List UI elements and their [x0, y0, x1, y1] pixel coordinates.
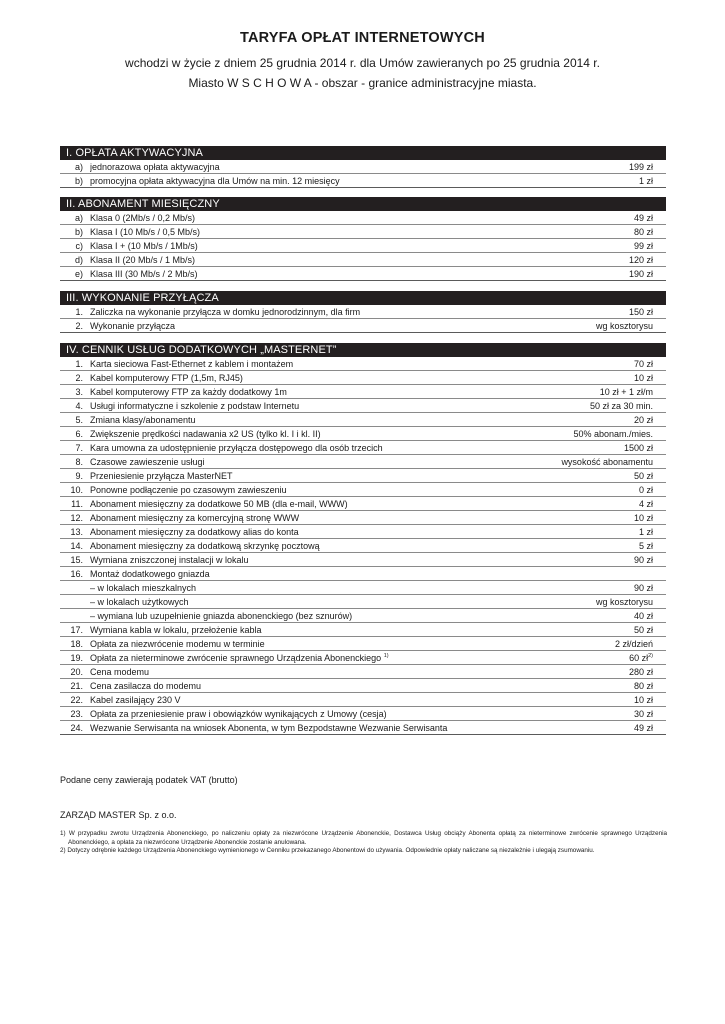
row-price-text: 190 zł [628, 268, 653, 279]
row-description-text: Abonament miesięczny za komercyjną stronę WWW [90, 512, 300, 523]
row-number: 4. [75, 400, 83, 411]
row-description [90, 267, 629, 281]
row-description [90, 567, 653, 581]
tariff-row [60, 267, 666, 281]
section-spacer [60, 281, 666, 291]
row-description [90, 174, 639, 188]
row-price [634, 581, 666, 595]
row-price [634, 413, 666, 427]
row-price-text: 1500 zł [623, 442, 653, 453]
tariff-row [60, 413, 666, 427]
row-description-text: Cena zasilacza do modemu [90, 680, 202, 691]
row-price [634, 679, 666, 693]
row-price-text: 49 zł [633, 212, 653, 223]
row-number: 22. [70, 694, 83, 705]
row-description [90, 525, 639, 539]
row-description [90, 469, 634, 483]
row-price [590, 399, 666, 413]
row-number: 23. [70, 708, 83, 719]
vat-note: Podane ceny zawierają podatek VAT (brutto) [60, 775, 238, 785]
row-description [90, 211, 634, 225]
row-description-text: Montaż dodatkowego gniazda [90, 568, 210, 579]
tariff-row [60, 511, 666, 525]
section-header: III. WYKONANIE PRZYŁĄCZA [60, 291, 666, 305]
row-number: 6. [75, 428, 83, 439]
row-description [90, 679, 634, 693]
row-description-text: Wezwanie Serwisanta na wniosek Abonenta, w tym Bezpodstawne Wezwanie Serwisanta [90, 722, 448, 733]
row-price-text: 2 zł/dzień [614, 638, 653, 649]
row-price-text: 80 zł [633, 226, 653, 237]
row-description [90, 239, 634, 253]
document-subtitle-area: Miasto W S C H O W A - obszar - granice administracyjne miasta. [188, 76, 537, 90]
row-price-text: 10 zł + 1 zł/m [599, 386, 653, 397]
tariff-row [60, 679, 666, 693]
company-signature: ZARZĄD MASTER Sp. z o.o. [60, 810, 177, 820]
row-number: b) [74, 175, 83, 186]
row-price [624, 441, 666, 455]
row-description [90, 385, 600, 399]
row-description [90, 427, 573, 441]
row-description-text: Klasa 0 (2Mb/s / 0,2 Mb/s) [90, 212, 196, 223]
row-description-text: Ponowne podłączenie po czasowym zawieszeniu [90, 484, 287, 495]
tariff-row [60, 651, 666, 665]
row-price-text: 50 zł za 30 min. [589, 400, 653, 411]
row-description-text: Abonament miesięczny za dodatkową skrzynkę pocztową [90, 540, 320, 551]
tariff-section [60, 291, 666, 333]
tariff-row [60, 539, 666, 553]
tariff-section [60, 146, 666, 188]
section-header: II. ABONAMENT MIESIĘCZNY [60, 197, 666, 211]
row-description [90, 511, 634, 525]
row-price [634, 225, 666, 239]
tariff-row [60, 319, 666, 333]
row-price-text: 90 zł [633, 554, 653, 565]
section-spacer [60, 188, 666, 197]
row-price-text: 50 zł [633, 470, 653, 481]
row-description [90, 371, 634, 385]
row-description-text: Kabel komputerowy FTP za każdy dodatkowy 1m [90, 386, 287, 397]
row-price [573, 427, 666, 441]
row-price-text: 150 zł [628, 306, 653, 317]
row-price [634, 357, 666, 371]
row-price [634, 239, 666, 253]
row-number: 1. [75, 306, 83, 317]
row-price [634, 693, 666, 707]
row-price [615, 637, 666, 651]
row-price [596, 595, 666, 609]
row-description [90, 693, 634, 707]
row-price-text: 60 zł [629, 652, 649, 663]
row-description [90, 160, 629, 174]
row-description [90, 721, 634, 735]
section-spacer [60, 333, 666, 343]
document-title: TARYFA OPŁAT INTERNETOWYCH [240, 30, 485, 46]
row-number: 10. [70, 484, 83, 495]
row-description-text: Abonament miesięczny za dodatkowe 50 MB (dla e-mail, WWW) [90, 498, 348, 509]
row-number: 17. [70, 624, 83, 635]
tariff-row [60, 623, 666, 637]
row-description-text: – w lokalach mieszkalnych [90, 582, 197, 593]
row-price-text: wg kosztorysu [595, 596, 653, 607]
footnote-ref: 2) [648, 652, 653, 659]
row-price-text: 280 zł [628, 666, 653, 677]
row-price [639, 525, 666, 539]
row-price-text: 10 zł [633, 372, 653, 383]
row-price [629, 305, 666, 319]
row-price [634, 553, 666, 567]
row-number: 7. [75, 442, 83, 453]
row-description-text: Klasa II (20 Mb/s / 1 Mb/s) [90, 254, 196, 265]
document-subtitle-effective-date: wchodzi w życie z dniem 25 grudnia 2014 r. dla Umów zawieranych po 25 grudnia 2014 r. [125, 56, 600, 70]
row-number: 8. [75, 456, 83, 467]
row-description [90, 707, 634, 721]
row-description [90, 497, 639, 511]
tariff-row [60, 525, 666, 539]
row-description-text: Opłata za niezwrócenie modemu w terminie [90, 638, 265, 649]
row-description [90, 539, 639, 553]
row-description-text: Wykonanie przyłącza [90, 320, 175, 331]
tariff-row [60, 721, 666, 735]
row-description [90, 357, 634, 371]
row-number: 2. [75, 320, 83, 331]
row-description [90, 651, 629, 665]
row-description [90, 665, 629, 679]
row-description-text: Zaliczka na wykonanie przyłącza w domku jednorodzinnym, dla firm [90, 306, 361, 317]
row-number: a) [74, 212, 83, 223]
row-description [90, 319, 596, 333]
row-description-text: Opłata za nieterminowe zwrócenie sprawnego Urządzenia Abonenckiego [90, 652, 382, 663]
row-price-text: 70 zł [633, 358, 653, 369]
row-description [90, 609, 634, 623]
tariff-row [60, 665, 666, 679]
footnote-2: 2) Dotyczy odrębnie każdego Urządzenia Abonenckiego wymienionego w Cenniku przekazanego Abonentowi do używania. Odpowiednie opłaty naliczane są niezależnie i ulegają zsumowaniu. [60, 847, 595, 854]
section-header: IV. CENNIK USŁUG DODATKOWYCH „MASTERNET” [60, 343, 666, 357]
row-price [634, 211, 666, 225]
row-price [561, 455, 666, 469]
row-description-text: – wymiana lub uzupełnienie gniazda abonenckiego (bez sznurów) [90, 610, 353, 621]
row-price-text: 50 zł [633, 624, 653, 635]
row-price-text: 199 zł [628, 161, 653, 172]
row-number: 20. [70, 666, 83, 677]
row-description-text: Klasa III (30 Mb/s / 2 Mb/s) [90, 268, 198, 279]
row-price-text: 99 zł [633, 240, 653, 251]
row-price-text: 1 zł [638, 526, 653, 537]
tariff-row [60, 371, 666, 385]
row-description-text: Zmiana klasy/abonamentu [90, 414, 196, 425]
tariff-row [60, 160, 666, 174]
row-price [634, 707, 666, 721]
row-description [90, 553, 634, 567]
tariff-section [60, 343, 666, 735]
row-description-text: Czasowe zawieszenie usługi [90, 456, 205, 467]
tariff-row [60, 385, 666, 399]
row-price-text: 120 zł [628, 254, 653, 265]
row-description-text: Opłata za przeniesienie praw i obowiązków wynikających z Umowy (cesja) [90, 708, 387, 719]
row-description-text: Wymiana zniszczonej instalacji w lokalu [90, 554, 249, 565]
row-number: 24. [70, 722, 83, 733]
row-price [629, 665, 666, 679]
row-number: 2. [75, 372, 83, 383]
row-description-text: Cena modemu [90, 666, 150, 677]
row-description-text: Klasa I + (10 Mb/s / 1Mb/s) [90, 240, 198, 251]
row-number: 12. [70, 512, 83, 523]
row-number: 18. [70, 638, 83, 649]
row-price [639, 539, 666, 553]
row-number: 3. [75, 386, 83, 397]
row-number: 11. [71, 498, 83, 509]
tariff-row [60, 225, 666, 239]
row-description-text: promocyjna opłata aktywacyjna dla Umów na min. 12 miesięcy [90, 175, 340, 186]
row-description-text: Wymiana kabla w lokalu, przełożenie kabla [90, 624, 262, 635]
tariff-section [60, 197, 666, 281]
row-number: 14. [70, 540, 83, 551]
row-number: e) [74, 268, 83, 279]
row-price [600, 385, 666, 399]
row-description [90, 441, 624, 455]
tariff-row [60, 239, 666, 253]
row-price [634, 721, 666, 735]
row-price [634, 371, 666, 385]
row-price-text: 1 zł [638, 175, 653, 186]
row-price [629, 651, 666, 665]
section-header: I. OPŁATA AKTYWACYJNA [60, 146, 666, 160]
tariff-row [60, 553, 666, 567]
row-price [639, 483, 666, 497]
row-price-text: wg kosztorysu [595, 320, 653, 331]
tariff-row [60, 441, 666, 455]
row-price-text: 90 zł [633, 582, 653, 593]
tariff-row [60, 253, 666, 267]
row-number: 15. [70, 554, 83, 565]
row-description [90, 225, 634, 239]
row-number: a) [74, 161, 83, 172]
tariff-row [60, 483, 666, 497]
row-price [639, 497, 666, 511]
row-price [629, 160, 666, 174]
tariff-row [60, 609, 666, 623]
tariff-table [60, 146, 666, 735]
tariff-row [60, 567, 666, 581]
row-description-text: Usługi informatyczne i szkolenie z podstaw Internetu [90, 400, 300, 411]
row-description-text: Kabel zasilający 230 V [90, 694, 181, 705]
tariff-row [60, 455, 666, 469]
row-description [90, 637, 615, 651]
row-description [90, 623, 634, 637]
row-price-text: 10 zł [633, 512, 653, 523]
tariff-row [60, 305, 666, 319]
tariff-row [60, 707, 666, 721]
tariff-row [60, 469, 666, 483]
row-price [639, 174, 666, 188]
tariff-row [60, 581, 666, 595]
row-number: 21. [70, 680, 83, 691]
tariff-row [60, 399, 666, 413]
row-price-text: 5 zł [638, 540, 653, 551]
tariff-row [60, 595, 666, 609]
row-price [634, 609, 666, 623]
row-price-text: 30 zł [633, 708, 653, 719]
row-description [90, 483, 639, 497]
row-price [596, 319, 666, 333]
row-price [629, 267, 666, 281]
tariff-row [60, 427, 666, 441]
footnote-1: 1) W przypadku zwrotu Urządzenia Abonenckiego, po naliczeniu opłaty za niezwrócone Urządzenie Abonenckie, Dostawca Usług obciąży Abonenta opłatą za nieterminowe zwrócenie sprawnego Urządzenia Abonenckiego, a opłata za niezwrócone Urządzenie Abonenckie zostanie anulowana. [60, 830, 667, 846]
row-price-text: wysokość abonamentu [561, 456, 653, 467]
row-number: b) [74, 226, 83, 237]
row-price [629, 253, 666, 267]
row-number: c) [75, 240, 83, 251]
row-description-text: jednorazowa opłata aktywacyjna [90, 161, 220, 172]
row-description [90, 595, 596, 609]
row-description-text: – w lokalach użytkowych [90, 596, 189, 607]
row-description-text: Kara umowna za udostępnienie przyłącza dostępowego dla osób trzecich [90, 442, 383, 453]
row-price-text: 4 zł [638, 498, 653, 509]
row-price [634, 469, 666, 483]
row-price-text: 80 zł [633, 680, 653, 691]
tariff-row [60, 174, 666, 188]
row-number: 1. [75, 358, 83, 369]
row-description-text: Przeniesienie przyłącza MasterNET [90, 470, 233, 481]
row-description-text: Karta sieciowa Fast-Ethernet z kablem i montażem [90, 358, 294, 369]
row-description-text: Klasa I (10 Mb/s / 0,5 Mb/s) [90, 226, 201, 237]
row-description [90, 413, 634, 427]
row-price-text: 0 zł [638, 484, 653, 495]
row-description [90, 305, 629, 319]
row-number: d) [74, 254, 83, 265]
row-number: 16. [70, 568, 83, 579]
row-price [634, 511, 666, 525]
row-price-text: 49 zł [633, 722, 653, 733]
tariff-row [60, 357, 666, 371]
row-price-text: 10 zł [633, 694, 653, 705]
row-price-text: 50% abonam./mies. [573, 428, 653, 439]
document-header [0, 30, 725, 93]
row-number: 13. [70, 526, 83, 537]
footnote-ref: 1) [383, 652, 389, 659]
tariff-row [60, 211, 666, 225]
row-price-text: 20 zł [633, 414, 653, 425]
footnotes [60, 830, 667, 856]
tariff-row [60, 693, 666, 707]
row-number: 5. [75, 414, 83, 425]
row-description-text: Zwiększenie prędkości nadawania x2 US (tylko kl. I i kl. II) [90, 428, 321, 439]
row-description [90, 253, 629, 267]
row-number: 9. [75, 470, 83, 481]
row-description [90, 455, 561, 469]
row-number: 19. [70, 652, 83, 663]
row-description [90, 581, 634, 595]
row-price [634, 623, 666, 637]
row-price-text: 40 zł [633, 610, 653, 621]
row-description-text: Abonament miesięczny za dodatkowy alias do konta [90, 526, 299, 537]
row-description-text: Kabel komputerowy FTP (1,5m, RJ45) [90, 372, 243, 383]
tariff-row [60, 637, 666, 651]
row-description [90, 399, 590, 413]
tariff-row [60, 497, 666, 511]
